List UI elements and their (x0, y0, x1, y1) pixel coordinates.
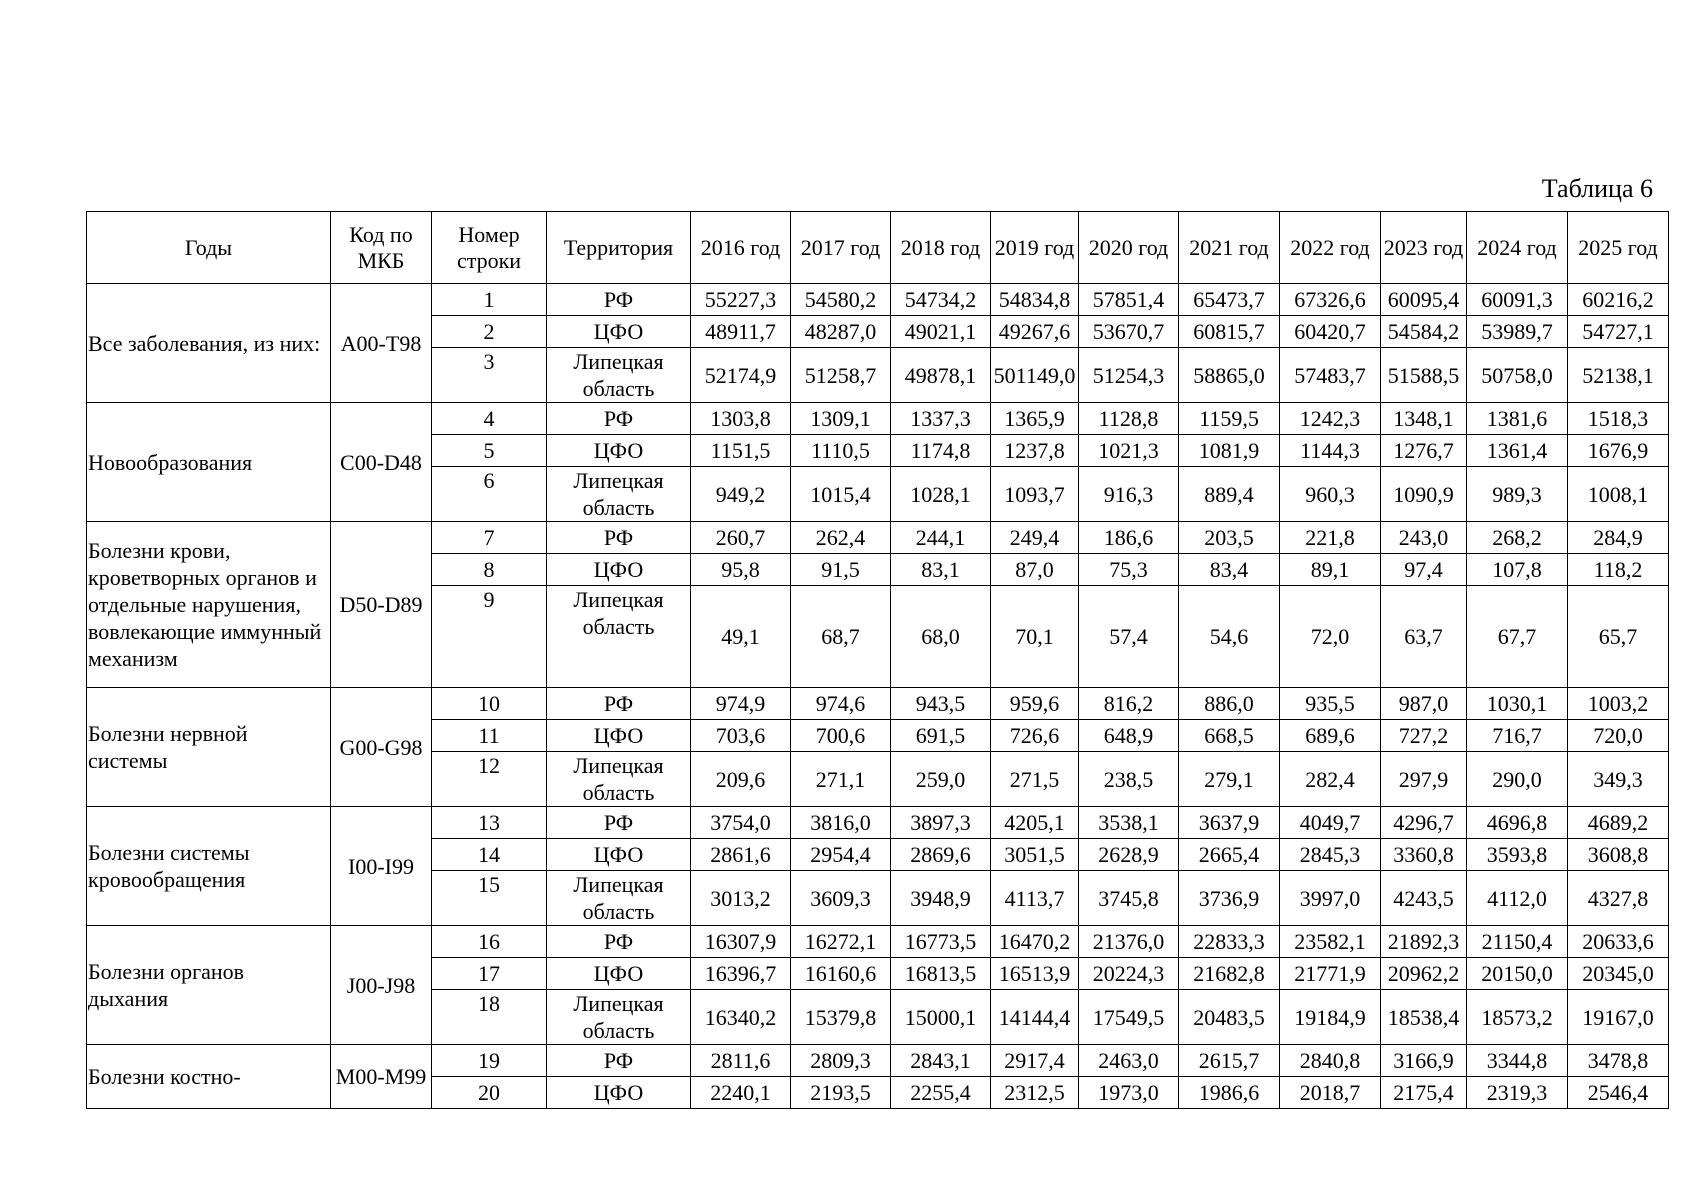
header-year: 2025 год (1568, 212, 1669, 284)
value-cell: 2809,3 (791, 1045, 891, 1077)
value-cell: 501149,0 (991, 348, 1079, 403)
value-cell: 1021,3 (1079, 435, 1179, 467)
value-cell: 14144,4 (991, 990, 1079, 1045)
value-cell: 703,6 (691, 720, 791, 752)
row-number-cell: 12 (432, 752, 547, 807)
disease-name-cell: Все заболевания, из них: (87, 284, 331, 403)
territory-cell: РФ (547, 403, 691, 435)
header-code: Код по МКБ (331, 212, 432, 284)
icd-code-cell: A00-T98 (331, 284, 432, 403)
value-cell: 20345,0 (1568, 958, 1669, 990)
value-cell: 49878,1 (891, 348, 991, 403)
value-cell: 16272,1 (791, 926, 891, 958)
table-row (87, 926, 1669, 958)
value-cell: 65,7 (1568, 586, 1669, 688)
value-cell: 1237,8 (991, 435, 1079, 467)
value-cell: 60216,2 (1568, 284, 1669, 316)
value-cell: 949,2 (691, 467, 791, 522)
value-cell: 1973,0 (1079, 1077, 1179, 1109)
value-cell: 1276,7 (1381, 435, 1467, 467)
value-cell: 1348,1 (1381, 403, 1467, 435)
value-cell: 249,4 (991, 522, 1079, 554)
value-cell: 1174,8 (891, 435, 991, 467)
territory-cell: РФ (547, 522, 691, 554)
disease-name-cell: Болезни системы кровообращения (87, 807, 331, 926)
value-cell: 3609,3 (791, 871, 891, 926)
value-cell: 943,5 (891, 688, 991, 720)
table-body (87, 284, 1669, 1109)
value-cell: 83,1 (891, 554, 991, 586)
value-cell: 2869,6 (891, 839, 991, 871)
value-cell: 4049,7 (1280, 807, 1381, 839)
value-cell: 83,4 (1179, 554, 1280, 586)
value-cell: 974,9 (691, 688, 791, 720)
value-cell: 16160,6 (791, 958, 891, 990)
value-cell: 1128,8 (1079, 403, 1179, 435)
value-cell: 2843,1 (891, 1045, 991, 1077)
value-cell: 49,1 (691, 586, 791, 688)
value-cell: 935,5 (1280, 688, 1381, 720)
territory-cell: РФ (547, 926, 691, 958)
value-cell: 54734,2 (891, 284, 991, 316)
value-cell: 3478,8 (1568, 1045, 1669, 1077)
value-cell: 67326,6 (1280, 284, 1381, 316)
territory-cell: ЦФО (547, 839, 691, 871)
value-cell: 22833,3 (1179, 926, 1280, 958)
value-cell: 186,6 (1079, 522, 1179, 554)
value-cell: 1090,9 (1381, 467, 1467, 522)
territory-cell: ЦФО (547, 316, 691, 348)
value-cell: 279,1 (1179, 752, 1280, 807)
icd-code-cell: M00-M99 (331, 1045, 432, 1109)
table-row (87, 807, 1669, 839)
value-cell: 2240,1 (691, 1077, 791, 1109)
value-cell: 1676,9 (1568, 435, 1669, 467)
value-cell: 720,0 (1568, 720, 1669, 752)
value-cell: 52138,1 (1568, 348, 1669, 403)
value-cell: 691,5 (891, 720, 991, 752)
value-cell: 65473,7 (1179, 284, 1280, 316)
value-cell: 959,6 (991, 688, 1079, 720)
value-cell: 68,0 (891, 586, 991, 688)
row-number-cell: 8 (432, 554, 547, 586)
row-number-cell: 3 (432, 348, 547, 403)
value-cell: 1337,3 (891, 403, 991, 435)
value-cell: 1015,4 (791, 467, 891, 522)
value-cell: 75,3 (1079, 554, 1179, 586)
value-cell: 1081,9 (1179, 435, 1280, 467)
value-cell: 3736,9 (1179, 871, 1280, 926)
row-number-cell: 1 (432, 284, 547, 316)
value-cell: 16470,2 (991, 926, 1079, 958)
value-cell: 1365,9 (991, 403, 1079, 435)
disease-name-cell: Новообразования (87, 403, 331, 522)
row-number-cell: 19 (432, 1045, 547, 1077)
territory-cell: Липецкая область (547, 586, 691, 688)
value-cell: 2018,7 (1280, 1077, 1381, 1109)
territory-cell: Липецкая область (547, 467, 691, 522)
value-cell: 1381,6 (1467, 403, 1568, 435)
value-cell: 1028,1 (891, 467, 991, 522)
header-year: 2021 год (1179, 212, 1280, 284)
value-cell: 284,9 (1568, 522, 1669, 554)
value-cell: 55227,3 (691, 284, 791, 316)
value-cell: 2615,7 (1179, 1045, 1280, 1077)
value-cell: 2861,6 (691, 839, 791, 871)
value-cell: 67,7 (1467, 586, 1568, 688)
value-cell: 1518,3 (1568, 403, 1669, 435)
value-cell: 244,1 (891, 522, 991, 554)
row-number-cell: 17 (432, 958, 547, 990)
icd-code-cell: I00-I99 (331, 807, 432, 926)
value-cell: 3948,9 (891, 871, 991, 926)
header-year: 2024 год (1467, 212, 1568, 284)
territory-cell: РФ (547, 284, 691, 316)
value-cell: 50758,0 (1467, 348, 1568, 403)
row-number-cell: 16 (432, 926, 547, 958)
value-cell: 3608,8 (1568, 839, 1669, 871)
value-cell: 118,2 (1568, 554, 1669, 586)
value-cell: 1986,6 (1179, 1077, 1280, 1109)
value-cell: 20150,0 (1467, 958, 1568, 990)
table-row (87, 403, 1669, 435)
table-row (87, 284, 1669, 316)
value-cell: 2954,4 (791, 839, 891, 871)
table-row (87, 688, 1669, 720)
value-cell: 20224,3 (1079, 958, 1179, 990)
value-cell: 49267,6 (991, 316, 1079, 348)
territory-cell: Липецкая область (547, 990, 691, 1045)
value-cell: 51258,7 (791, 348, 891, 403)
value-cell: 889,4 (1179, 467, 1280, 522)
value-cell: 238,5 (1079, 752, 1179, 807)
row-number-cell: 7 (432, 522, 547, 554)
value-cell: 4205,1 (991, 807, 1079, 839)
value-cell: 3051,5 (991, 839, 1079, 871)
value-cell: 20962,2 (1381, 958, 1467, 990)
value-cell: 48287,0 (791, 316, 891, 348)
value-cell: 54580,2 (791, 284, 891, 316)
value-cell: 203,5 (1179, 522, 1280, 554)
value-cell: 689,6 (1280, 720, 1381, 752)
row-number-cell: 13 (432, 807, 547, 839)
value-cell: 15379,8 (791, 990, 891, 1045)
value-cell: 53989,7 (1467, 316, 1568, 348)
value-cell: 15000,1 (891, 990, 991, 1045)
value-cell: 3344,8 (1467, 1045, 1568, 1077)
value-cell: 60091,3 (1467, 284, 1568, 316)
value-cell: 960,3 (1280, 467, 1381, 522)
value-cell: 2811,6 (691, 1045, 791, 1077)
territory-cell: ЦФО (547, 554, 691, 586)
value-cell: 19167,0 (1568, 990, 1669, 1045)
value-cell: 974,6 (791, 688, 891, 720)
value-cell: 1151,5 (691, 435, 791, 467)
territory-cell: ЦФО (547, 1077, 691, 1109)
table-row (87, 1045, 1669, 1077)
value-cell: 21376,0 (1079, 926, 1179, 958)
territory-cell: Липецкая область (547, 752, 691, 807)
territory-cell: РФ (547, 1045, 691, 1077)
table-caption: Таблица 6 (1541, 174, 1653, 203)
table-row (87, 522, 1669, 554)
territory-cell: Липецкая область (547, 348, 691, 403)
value-cell: 3745,8 (1079, 871, 1179, 926)
value-cell: 4112,0 (1467, 871, 1568, 926)
value-cell: 95,8 (691, 554, 791, 586)
territory-cell: ЦФО (547, 958, 691, 990)
value-cell: 221,8 (1280, 522, 1381, 554)
row-number-cell: 18 (432, 990, 547, 1045)
value-cell: 20483,5 (1179, 990, 1280, 1045)
value-cell: 87,0 (991, 554, 1079, 586)
row-number-cell: 20 (432, 1077, 547, 1109)
value-cell: 51588,5 (1381, 348, 1467, 403)
row-number-cell: 5 (432, 435, 547, 467)
value-cell: 58865,0 (1179, 348, 1280, 403)
value-cell: 2463,0 (1079, 1045, 1179, 1077)
value-cell: 3997,0 (1280, 871, 1381, 926)
value-cell: 2193,5 (791, 1077, 891, 1109)
value-cell: 3538,1 (1079, 807, 1179, 839)
header-year: 2023 год (1381, 212, 1467, 284)
value-cell: 70,1 (991, 586, 1079, 688)
row-number-cell: 4 (432, 403, 547, 435)
value-cell: 4327,8 (1568, 871, 1669, 926)
value-cell: 1303,8 (691, 403, 791, 435)
value-cell: 72,0 (1280, 586, 1381, 688)
disease-name-cell: Болезни костно- (87, 1045, 331, 1109)
icd-code-cell: G00-G98 (331, 688, 432, 807)
value-cell: 1159,5 (1179, 403, 1280, 435)
value-cell: 260,7 (691, 522, 791, 554)
value-cell: 17549,5 (1079, 990, 1179, 1045)
value-cell: 16773,5 (891, 926, 991, 958)
value-cell: 2917,4 (991, 1045, 1079, 1077)
value-cell: 268,2 (1467, 522, 1568, 554)
value-cell: 3166,9 (1381, 1045, 1467, 1077)
value-cell: 16307,9 (691, 926, 791, 958)
value-cell: 271,1 (791, 752, 891, 807)
header-row-number: Номер строки (432, 212, 547, 284)
value-cell: 259,0 (891, 752, 991, 807)
value-cell: 2255,4 (891, 1077, 991, 1109)
value-cell: 19184,9 (1280, 990, 1381, 1045)
value-cell: 2845,3 (1280, 839, 1381, 871)
value-cell: 4296,7 (1381, 807, 1467, 839)
row-number-cell: 11 (432, 720, 547, 752)
value-cell: 1242,3 (1280, 403, 1381, 435)
value-cell: 987,0 (1381, 688, 1467, 720)
value-cell: 63,7 (1381, 586, 1467, 688)
value-cell: 97,4 (1381, 554, 1467, 586)
header-year: 2019 год (991, 212, 1079, 284)
value-cell: 2175,4 (1381, 1077, 1467, 1109)
value-cell: 21771,9 (1280, 958, 1381, 990)
header-year: 2020 год (1079, 212, 1179, 284)
value-cell: 1030,1 (1467, 688, 1568, 720)
territory-cell: ЦФО (547, 435, 691, 467)
header-year: 2018 год (891, 212, 991, 284)
value-cell: 2840,8 (1280, 1045, 1381, 1077)
value-cell: 2319,3 (1467, 1077, 1568, 1109)
row-number-cell: 14 (432, 839, 547, 871)
value-cell: 54834,8 (991, 284, 1079, 316)
territory-cell: Липецкая область (547, 871, 691, 926)
value-cell: 57851,4 (1079, 284, 1179, 316)
value-cell: 4243,5 (1381, 871, 1467, 926)
value-cell: 668,5 (1179, 720, 1280, 752)
value-cell: 3816,0 (791, 807, 891, 839)
morbidity-table (86, 211, 1669, 1109)
disease-name-cell: Болезни крови, кроветворных органов и отдельные нарушения, вовлекающие иммунный механизм (87, 522, 331, 688)
value-cell: 60095,4 (1381, 284, 1467, 316)
value-cell: 1110,5 (791, 435, 891, 467)
value-cell: 89,1 (1280, 554, 1381, 586)
value-cell: 3637,9 (1179, 807, 1280, 839)
value-cell: 726,6 (991, 720, 1079, 752)
value-cell: 51254,3 (1079, 348, 1179, 403)
value-cell: 18573,2 (1467, 990, 1568, 1045)
value-cell: 21682,8 (1179, 958, 1280, 990)
value-cell: 3360,8 (1381, 839, 1467, 871)
value-cell: 16513,9 (991, 958, 1079, 990)
value-cell: 816,2 (1079, 688, 1179, 720)
value-cell: 648,9 (1079, 720, 1179, 752)
value-cell: 297,9 (1381, 752, 1467, 807)
value-cell: 262,4 (791, 522, 891, 554)
header-territory: Территория (547, 212, 691, 284)
value-cell: 243,0 (1381, 522, 1467, 554)
value-cell: 290,0 (1467, 752, 1568, 807)
header-year: 2017 год (791, 212, 891, 284)
header-row (87, 212, 1669, 284)
value-cell: 21150,4 (1467, 926, 1568, 958)
value-cell: 2546,4 (1568, 1077, 1669, 1109)
value-cell: 716,7 (1467, 720, 1568, 752)
value-cell: 209,6 (691, 752, 791, 807)
value-cell: 23582,1 (1280, 926, 1381, 958)
value-cell: 2312,5 (991, 1077, 1079, 1109)
value-cell: 4689,2 (1568, 807, 1669, 839)
value-cell: 49021,1 (891, 316, 991, 348)
value-cell: 989,3 (1467, 467, 1568, 522)
territory-cell: РФ (547, 688, 691, 720)
value-cell: 3897,3 (891, 807, 991, 839)
value-cell: 18538,4 (1381, 990, 1467, 1045)
value-cell: 1361,4 (1467, 435, 1568, 467)
value-cell: 53670,7 (1079, 316, 1179, 348)
value-cell: 271,5 (991, 752, 1079, 807)
territory-cell: РФ (547, 807, 691, 839)
value-cell: 3593,8 (1467, 839, 1568, 871)
territory-cell: ЦФО (547, 720, 691, 752)
disease-name-cell: Болезни нервной системы (87, 688, 331, 807)
disease-name-cell: Болезни органов дыхания (87, 926, 331, 1045)
row-number-cell: 15 (432, 871, 547, 926)
row-number-cell: 9 (432, 586, 547, 688)
value-cell: 1003,2 (1568, 688, 1669, 720)
value-cell: 4113,7 (991, 871, 1079, 926)
value-cell: 1309,1 (791, 403, 891, 435)
header-years: Годы (87, 212, 331, 284)
value-cell: 20633,6 (1568, 926, 1669, 958)
value-cell: 54,6 (1179, 586, 1280, 688)
value-cell: 60815,7 (1179, 316, 1280, 348)
value-cell: 60420,7 (1280, 316, 1381, 348)
row-number-cell: 6 (432, 467, 547, 522)
value-cell: 16396,7 (691, 958, 791, 990)
value-cell: 16813,5 (891, 958, 991, 990)
value-cell: 727,2 (1381, 720, 1467, 752)
value-cell: 21892,3 (1381, 926, 1467, 958)
value-cell: 68,7 (791, 586, 891, 688)
value-cell: 91,5 (791, 554, 891, 586)
row-number-cell: 10 (432, 688, 547, 720)
value-cell: 4696,8 (1467, 807, 1568, 839)
value-cell: 916,3 (1079, 467, 1179, 522)
value-cell: 282,4 (1280, 752, 1381, 807)
value-cell: 2628,9 (1079, 839, 1179, 871)
row-number-cell: 2 (432, 316, 547, 348)
value-cell: 3013,2 (691, 871, 791, 926)
value-cell: 54727,1 (1568, 316, 1669, 348)
value-cell: 54584,2 (1381, 316, 1467, 348)
header-year: 2016 год (691, 212, 791, 284)
header-year: 2022 год (1280, 212, 1381, 284)
value-cell: 1144,3 (1280, 435, 1381, 467)
value-cell: 3754,0 (691, 807, 791, 839)
value-cell: 48911,7 (691, 316, 791, 348)
value-cell: 2665,4 (1179, 839, 1280, 871)
value-cell: 57483,7 (1280, 348, 1381, 403)
value-cell: 16340,2 (691, 990, 791, 1045)
value-cell: 57,4 (1079, 586, 1179, 688)
value-cell: 1093,7 (991, 467, 1079, 522)
value-cell: 107,8 (1467, 554, 1568, 586)
icd-code-cell: C00-D48 (331, 403, 432, 522)
value-cell: 1008,1 (1568, 467, 1669, 522)
value-cell: 52174,9 (691, 348, 791, 403)
value-cell: 700,6 (791, 720, 891, 752)
value-cell: 349,3 (1568, 752, 1669, 807)
icd-code-cell: J00-J98 (331, 926, 432, 1045)
icd-code-cell: D50-D89 (331, 522, 432, 688)
value-cell: 886,0 (1179, 688, 1280, 720)
